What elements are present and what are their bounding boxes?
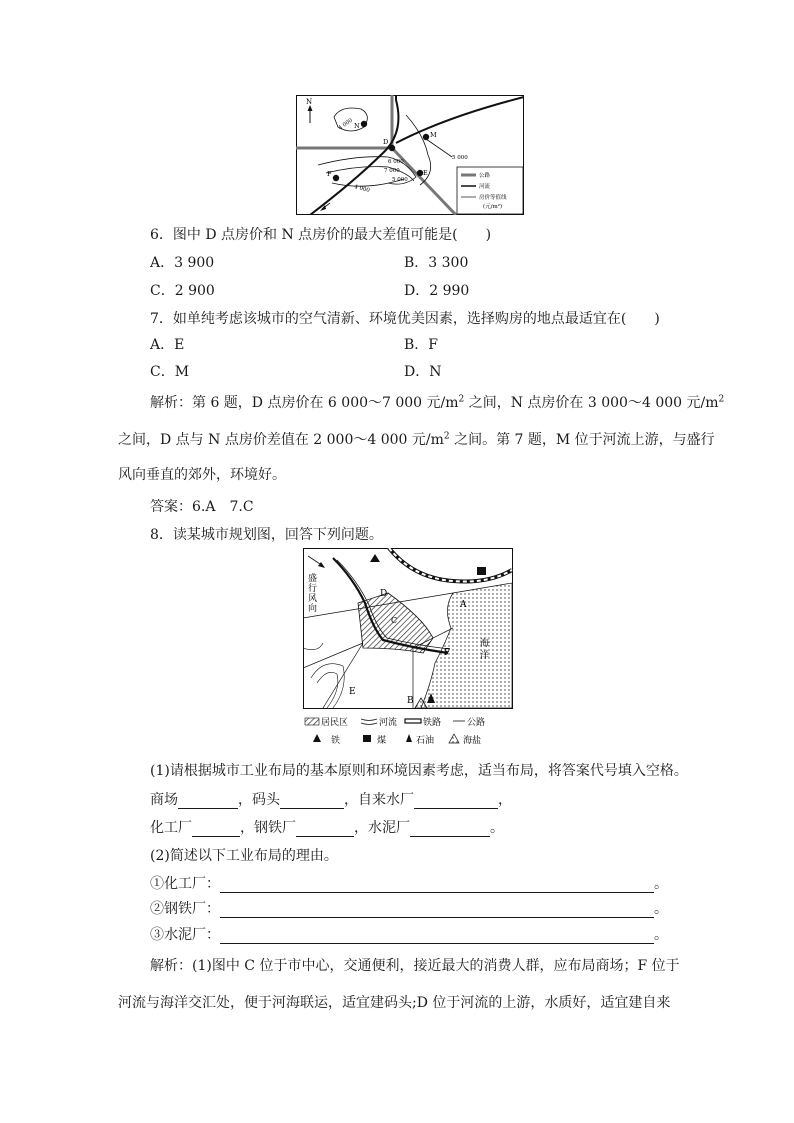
legend-river: 河流 (379, 718, 398, 728)
analysis-1-line-3: 风向垂直的郊外，环境好。 (118, 467, 286, 483)
contour-label: 5 000 (452, 155, 468, 161)
reason-row-cement: ③水泥厂： 。 (150, 927, 668, 943)
label-b: B (407, 696, 414, 706)
label-f: F (444, 648, 451, 658)
analysis-1-line-2: 之间，D 点与 N 点房价差值在 2 000～4 000 元$/m^2$ 之间。第 7 题，M 位于河流上游，与盛行 (118, 431, 715, 448)
legend-coal: 煤 (377, 736, 387, 746)
wind-char: 风 (308, 594, 318, 604)
q6-option-c: C．2 900 (150, 283, 215, 299)
question-6-stem: 6．图中 D 点房价和 N 点房价的最大差值可能是( ) (150, 227, 492, 243)
city-planning-map (303, 548, 515, 750)
legend-unit: (元/m²) (483, 204, 503, 210)
question-8-2-intro: (2)简述以下工业布局的理由。 (150, 848, 338, 864)
label-m: M (430, 131, 437, 139)
label-e: E (349, 687, 356, 697)
contour-label: 5 000 (392, 177, 408, 183)
legend-railway: 铁路 (423, 718, 442, 728)
sea-char: 洋 (480, 651, 490, 661)
coal-icon (477, 567, 486, 575)
contour-label: 6 000 (388, 159, 404, 165)
reason-row-chemical: ①化工厂： 。 (150, 876, 668, 892)
sea-char: 海 (480, 639, 490, 649)
legend-salt: 海盐 (463, 736, 482, 746)
point-n (361, 121, 367, 127)
waterworks-blank[interactable] (414, 794, 498, 809)
label-e: E (423, 169, 428, 177)
question-8-1-intro: (1)请根据城市工业布局的基本原则和环境因素考虑，适当布局，将答案代号填入空格。 (150, 763, 688, 779)
dock-blank[interactable] (280, 794, 344, 809)
contour-label: 7 000 (384, 168, 400, 174)
point-d (389, 145, 395, 151)
analysis-1-line-1: 解析：第 6 题，D 点房价在 6 000～7 000 元$/m^2$ 之间，N 点房价在 3 000～4 000 元$/m^2$ (150, 394, 725, 411)
point-m (423, 134, 429, 140)
question-8-stem: 8．读某城市规划图，回答下列问题。 (150, 527, 383, 543)
steel-reason-blank[interactable] (220, 903, 654, 918)
label-a: A (460, 600, 467, 610)
point-f (333, 175, 339, 181)
chemical-reason-blank[interactable] (220, 878, 654, 893)
legend-oil: 石油 (416, 736, 435, 746)
q7-option-c: C．M (150, 364, 190, 380)
q7-option-a: A．E (150, 337, 185, 353)
legend-road: 公路 (467, 718, 486, 728)
legend-highway: 公路 (479, 173, 491, 179)
steel-plant-blank[interactable] (296, 822, 354, 837)
label-c: C (391, 616, 398, 625)
analysis-2-line-2: 河流与海洋交汇处，便于河海联运，适宜建码头;D 位于河流的上游，水质好，适宜建自来 (118, 995, 671, 1011)
analysis-2-line-1: 解析：(1)图中 C 位于市中心，交通便利，接近最大的消费人群，应布局商场；F 位于 (150, 958, 680, 974)
q6-option-a: A．3 900 (150, 255, 215, 271)
wind-char: 行 (308, 584, 318, 594)
legend-river: 河流 (479, 184, 491, 190)
q7-option-d: D．N (404, 364, 442, 380)
mall-blank[interactable] (178, 794, 238, 809)
cement-reason-blank[interactable] (220, 929, 654, 944)
legend-iron: 铁 (331, 736, 341, 746)
house-price-map (296, 95, 524, 215)
label-d: D (380, 589, 388, 599)
answer-1: 答案：6.A 7.C (150, 499, 254, 515)
label-d: D (383, 138, 389, 146)
chemical-plant-blank[interactable] (192, 822, 240, 837)
label-n: N (354, 122, 360, 130)
label-f: F (327, 170, 332, 178)
cement-plant-blank[interactable] (410, 822, 490, 837)
q6-option-d: D．2 990 (404, 283, 470, 299)
reason-row-steel: ②钢铁厂： 。 (150, 901, 668, 917)
wind-char: 盛 (308, 574, 318, 584)
contour-label: 4 000 (353, 184, 371, 195)
legend-contour: 房价等值线 (479, 195, 507, 201)
fill-row-1: 商场 ，码头 ，自来水厂 ， (150, 792, 512, 808)
wind-char: 向 (308, 604, 318, 614)
fill-row-2: 化工厂 ，钢铁厂 ，水泥厂 。 (150, 820, 504, 836)
q6-option-b: B．3 300 (404, 255, 469, 271)
q7-option-b: B．F (404, 337, 439, 353)
north-label: N (306, 98, 313, 106)
legend-residential: 居民区 (321, 718, 349, 728)
question-7-stem: 7．如单纯考虑该城市的空气清新、环境优美因素，选择购房的地点最适宜在( ) (150, 311, 660, 327)
contour-label: 4 000 (337, 117, 355, 132)
